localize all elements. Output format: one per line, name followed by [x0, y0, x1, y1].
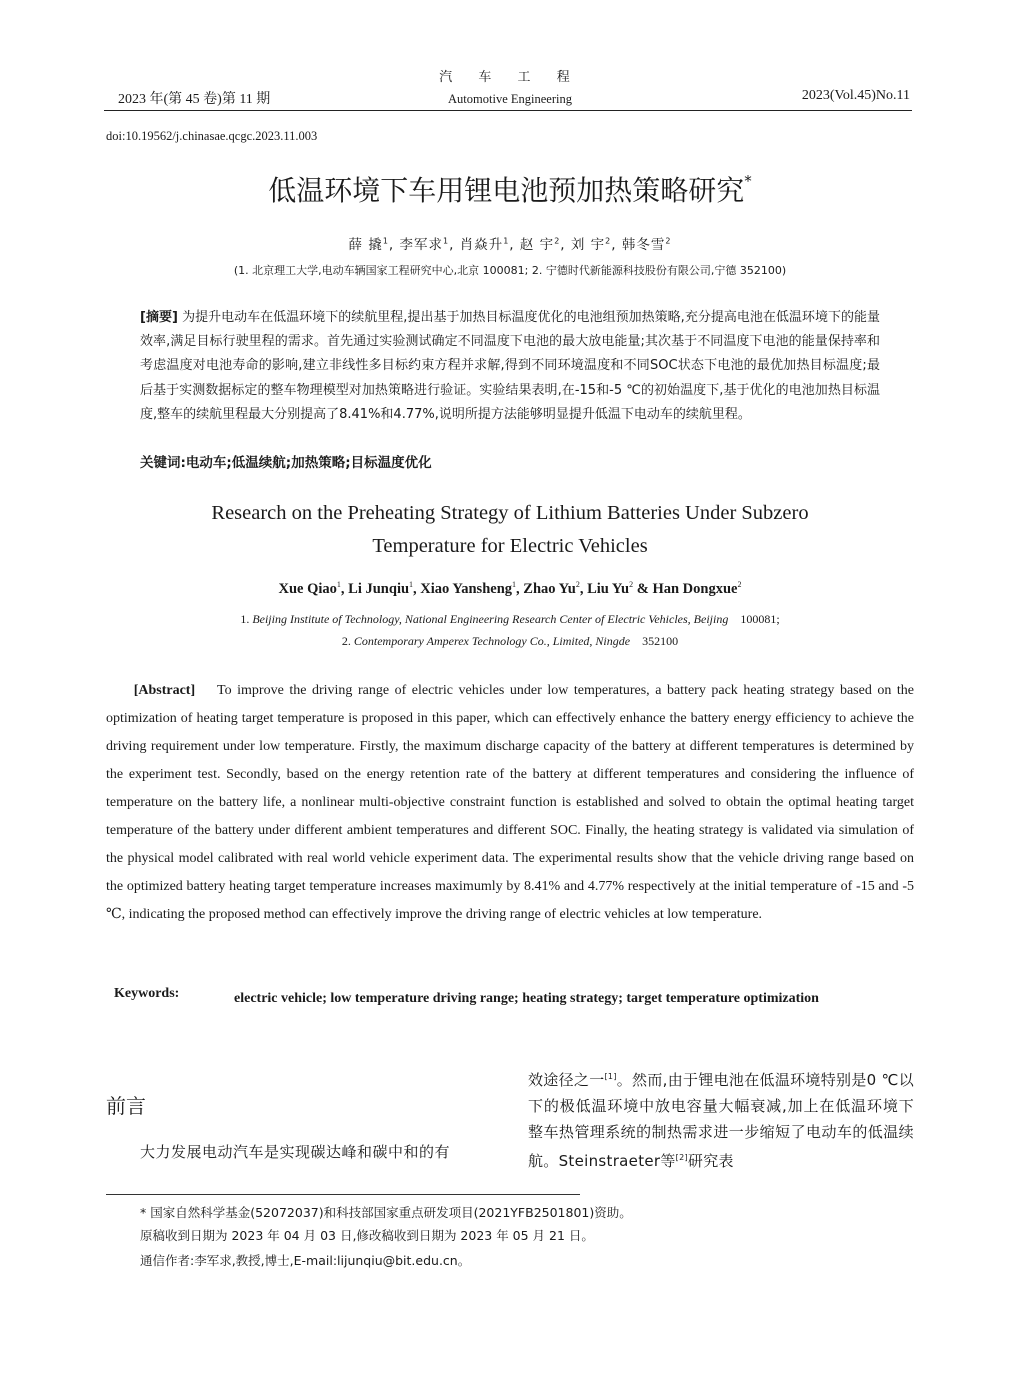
paper-title-cn — [0, 169, 1020, 209]
citation-ref: [1] — [604, 1072, 617, 1081]
title-en-line1: Research on the Preheating Strategy of Lithium Batteries Under Subzero — [211, 502, 809, 524]
author-affil-mark: 1 — [409, 580, 414, 589]
footnote-contact: 通信作者:李军求,教授,博士,E-mail:lijunqiu@bit.edu.cn。 — [140, 1253, 471, 1268]
journal-name-cn: 汽 车 工 程 — [439, 70, 581, 85]
author-separator: , — [579, 580, 584, 597]
abstract-label-en: [Abstract] — [133, 683, 196, 698]
affil-postcode: 352100 — [642, 634, 679, 648]
author-name: 赵 宇 — [519, 237, 555, 253]
author-name: 薛 撬 — [348, 237, 383, 253]
affil-text: Beijing Institute of Technology, National Engineering Research Center of Electric Vehicles, Beijing — [252, 612, 729, 626]
author-affil-mark: 1 — [503, 236, 510, 246]
author-separator: , — [516, 580, 520, 597]
author-separator: , — [340, 580, 345, 597]
affil-postcode: 100081; — [740, 612, 780, 626]
title-footnote-marker: * — [744, 171, 752, 190]
author-affil-mark: 2 — [554, 236, 561, 246]
keywords-label-en: Keywords: — [114, 986, 180, 1001]
abstract-label-cn: [摘要] — [140, 310, 178, 325]
author-affil-mark: 2 — [629, 580, 634, 589]
author-name: 李军求 — [399, 237, 444, 253]
header-rule — [104, 110, 912, 111]
affil-number: 2. — [341, 634, 351, 648]
author-separator: , — [413, 580, 417, 597]
body-text-part: 。然而,由于锂电池在低温环境特别是0 ℃以下的极低温环境中放电容量大幅衰减,加上在低温环境下整车热管理系统的制热需求进一步缩短了电动车的低温续航。Steinstraeter等 — [528, 1071, 914, 1170]
footnote-received: 原稿收到日期为 2023 年 04 月 03 日,修改稿收到日期为 2023 年 05 月 21 日。 — [140, 1228, 594, 1243]
abstract-cn — [140, 306, 880, 427]
footnote-funding: * 国家自然科学基金(52072037)和科技部国家重点研发项目(2021YFB2501801)资助。 — [140, 1205, 632, 1220]
title-en-line2: Temperature for Electric Vehicles — [372, 535, 648, 557]
keywords-text-en: electric vehicle; low temperature driving range; heating strategy; target temperature optimization — [234, 991, 819, 1006]
footnote-rule — [106, 1194, 580, 1195]
affiliation-en-line2 — [0, 630, 1020, 652]
author-affil-mark: 2 — [665, 236, 672, 246]
author-name: 刘 宇 — [570, 237, 606, 253]
keywords-cn: 关键词:电动车;低温续航;加热策略;目标温度优化 — [140, 455, 432, 471]
author-affil-mark: 1 — [443, 236, 450, 246]
section-title: 前言 — [106, 1094, 146, 1118]
author-name-en: Xiao Yansheng — [420, 580, 513, 597]
abstract-en — [106, 677, 914, 929]
abstract-text-en: To improve the driving range of electric vehicles under low temperatures, a battery pack heating strategy based on the optimization of heating target temperature is proposed in this paper, which can effectively enhance the battery energy efficiency to achieve the driving requirement under low temperature. Firstly, the maximum discharge capacity of the battery at different temperatures is determined by the experiment test. Secondly, based on the energy retention rate of the battery at different temperatures and considering the influence of temperature on the battery life, a nonlinear multi-objective constraint function is established and solved to obtain the optimal heating target temperature of the battery under different ambient temperatures and different SOC. Finally, the heating strategy is validated via simulation of the physical model calibrated with real world vehicle experiment data. The experimental results show that the vehicle driving range based on the optimized battery heating target temperature increases maximumly by 8.41% and 4.77% respectively at the initial temperature of -15 and -5 ℃, indicating the proposed method can effectively improve the driving range of electric vehicles at low temperature. — [106, 683, 914, 922]
doi: doi:10.19562/j.chinasae.qcgc.2023.11.003 — [106, 129, 318, 143]
citation-ref: [2] — [675, 1153, 688, 1162]
body-text-part: 效途径之一 — [528, 1071, 605, 1089]
title-text: 低温环境下车用锂电池预加热策略研究 — [268, 174, 745, 207]
issue-info-cn: 2023 年(第 45 卷)第 11 期 — [118, 92, 271, 107]
author-name-en: Liu Yu — [587, 580, 630, 597]
author-separator: & — [633, 580, 649, 597]
author-name-en: Li Junqiu — [348, 580, 410, 597]
author-name: 肖焱升 — [459, 237, 504, 253]
body-text-right — [528, 1064, 914, 1174]
affil-text: Contemporary Amperex Technology Co., Limited, Ningde — [353, 634, 631, 648]
author-affil-mark: 2 — [737, 580, 742, 589]
body-text-left: 大力发展电动汽车是实现碳达峰和碳中和的有 — [140, 1143, 451, 1161]
author-affil-mark: 1 — [336, 580, 341, 589]
author-name-en: Xue Qiao — [278, 580, 337, 597]
author-name: 韩冬雪 — [621, 237, 666, 253]
author-name-en: Han Dongxue — [652, 580, 738, 597]
issue-info-en: 2023(Vol.45)No.11 — [801, 88, 910, 103]
author-list-en — [0, 580, 1020, 598]
author-affil-mark: 1 — [512, 580, 517, 589]
affiliation-en-line1 — [0, 608, 1020, 630]
author-list-cn: 薛 撬$^1$, 李军求$^1$, 肖焱升$^1$, 赵 宇$^2$, 刘 宇$^2$, 韩冬雪$^2$ — [348, 236, 672, 253]
author-affil-mark: 1 — [382, 236, 389, 246]
affiliation-en — [0, 608, 1020, 652]
affiliation-cn: (1. 北京理工大学,电动车辆国家工程研究中心,北京 100081; 2. 宁德时代新能源科技股份有限公司,宁德 352100) — [233, 264, 787, 277]
body-text-part: 研究表 — [687, 1152, 734, 1170]
journal-name-en: Automotive Engineering — [448, 92, 572, 106]
abstract-text-cn: 为提升电动车在低温环境下的续航里程,提出基于加热目标温度优化的电池组预加热策略,充分提高电池在低温环境下的能量效率,满足目标行驶里程的需求。首先通过实验测试确定不同温度下电池的最大放电能量;其次基于不同温度下电池的能量保持率和考虑温度对电池寿命的影响,建立非线性多目标约束方程并求解,得到不同环境温度和不同SOC状态下电池的最优加热目标温度;最后基于实测数据标定的整车物理模型对加热策略进行验证。实验结果表明,在-15和-5 ℃的初始温度下,基于优化的电池加热目标温度,整车的续航里程最大分别提高了8.41%和4.77%,说明所提方法能够明显提升低温下电动车的续航里程。 — [140, 310, 880, 422]
author-affil-mark: 2 — [575, 580, 580, 589]
author-affil-mark: 2 — [605, 236, 612, 246]
paper-title-en — [0, 497, 1020, 563]
author-name-en: Zhao Yu — [523, 580, 576, 597]
affil-number: 1. — [240, 612, 250, 626]
